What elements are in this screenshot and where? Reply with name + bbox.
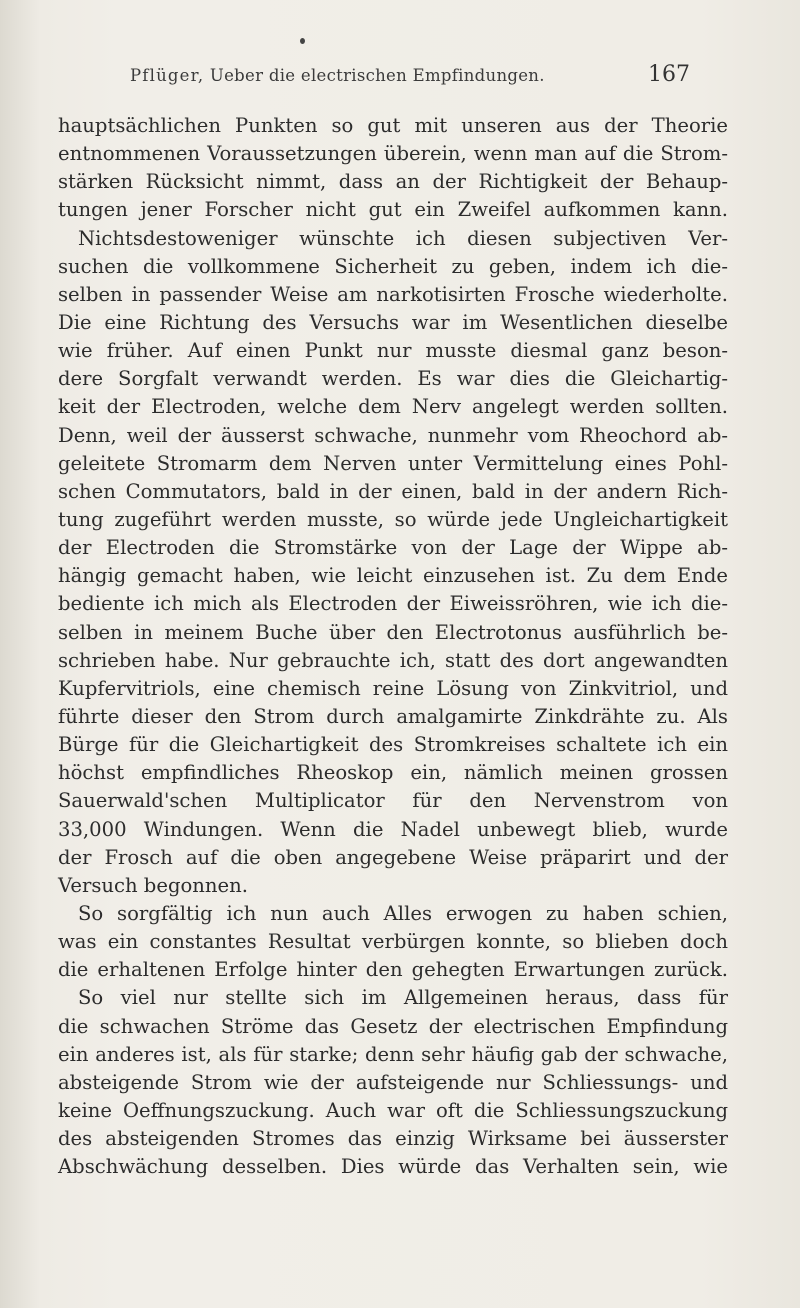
text-line: keit der Electroden, welche dem Nerv angelegt werden sollten. xyxy=(58,395,728,419)
page-number: 167 xyxy=(648,62,690,87)
text-line: Denn, weil der äusserst schwache, nunmehr vom Rheochord ab- xyxy=(58,423,728,447)
text-line: hängig gemacht haben, wie leicht einzusehen ist. Zu dem Ende xyxy=(58,564,728,588)
text-line: dere Sorgfalt verwandt werden. Es war dies die Gleichartig- xyxy=(58,367,728,391)
text-line: die erhaltenen Erfolge hinter den gehegten Erwartungen zurück. xyxy=(58,958,728,982)
text-line: So sorgfältig ich nun auch Alles erwogen zu haben schien, xyxy=(78,901,728,925)
body-text xyxy=(58,112,728,1181)
text-line: keine Oeffnungszuckung. Auch war oft die Schliessungszuckung xyxy=(58,1098,728,1122)
text-line: So viel nur stellte sich im Allgemeinen heraus, dass für xyxy=(78,986,728,1010)
text-line: suchen die vollkommene Sicherheit zu geben, indem ich die- xyxy=(58,254,728,278)
text-line: Versuch begonnen. xyxy=(58,873,248,897)
text-line: führte dieser den Strom durch amalgamirte Zinkdrähte zu. Als xyxy=(58,704,728,728)
text-line: Sauerwald'schen Multiplicator für den Nervenstrom von xyxy=(58,789,728,813)
text-line: Die eine Richtung des Versuchs war im Wesentlichen dieselbe xyxy=(58,310,728,334)
text-line: wie früher. Auf einen Punkt nur musste diesmal ganz beson- xyxy=(58,339,728,363)
running-head-title: Ueber die electrischen Empfindungen. xyxy=(209,66,545,85)
text-line: schen Commutators, bald in der einen, bald in der andern Rich- xyxy=(58,479,728,503)
text-line: selben in passender Weise am narkotisirten Frosche wiederholte. xyxy=(58,282,728,306)
text-line: was ein constantes Resultat verbürgen konnte, so blieben doch xyxy=(58,930,728,954)
text-line: bediente ich mich als Electroden der Eiweissröhren, wie ich die- xyxy=(58,592,728,616)
text-line: höchst empfindliches Rheoskop ein, nämlich meinen grossen xyxy=(58,761,728,785)
text-line: Kupfervitriols, eine chemisch reine Lösung von Zinkvitriol, und xyxy=(58,676,728,700)
text-line: selben in meinem Buche über den Electrotonus ausführlich be- xyxy=(58,620,728,644)
text-line: der Frosch auf die oben angegebene Weise präparirt und der xyxy=(58,845,728,869)
running-head-author: Pflüger, xyxy=(130,66,205,85)
text-line: Nichtsdestoweniger wünschte ich diesen subjectiven Ver- xyxy=(78,226,728,250)
text-line: hauptsächlichen Punkten so gut mit unseren aus der Theorie xyxy=(58,114,728,137)
running-head xyxy=(130,62,690,96)
text-line: absteigende Strom wie der aufsteigende nur Schliessungs- und xyxy=(58,1070,728,1094)
running-title xyxy=(130,66,545,85)
ink-speck xyxy=(300,38,305,44)
text-line: 33,000 Windungen. Wenn die Nadel unbewegt blieb, wurde xyxy=(58,817,728,841)
text-line: entnommenen Voraussetzungen überein, wenn man auf die Strom- xyxy=(58,142,728,166)
text-line: tungen jener Forscher nicht gut ein Zweifel aufkommen kann. xyxy=(58,198,728,222)
text-line: ein anderes ist, als für starke; denn sehr häufig gab der schwache, xyxy=(58,1042,728,1066)
text-line: Bürge für die Gleichartigkeit des Stromkreises schaltete ich ein xyxy=(58,733,728,757)
text-line: des absteigenden Stromes das einzig Wirksame bei äusserster xyxy=(58,1127,728,1151)
text-line: die schwachen Ströme das Gesetz der electrischen Empfindung xyxy=(58,1014,728,1038)
text-line: schrieben habe. Nur gebrauchte ich, statt des dort angewandten xyxy=(58,648,728,672)
text-line: tung zugeführt werden musste, so würde jede Ungleichartigkeit xyxy=(58,507,728,531)
text-line: stärken Rücksicht nimmt, dass an der Richtigkeit der Behaup- xyxy=(58,170,728,194)
text-line: Abschwächung desselben. Dies würde das Verhalten sein, wie xyxy=(58,1155,728,1179)
text-line: geleitete Stromarm dem Nerven unter Vermittelung eines Pohl- xyxy=(58,451,728,475)
text-line: der Electroden die Stromstärke von der Lage der Wippe ab- xyxy=(58,536,728,560)
